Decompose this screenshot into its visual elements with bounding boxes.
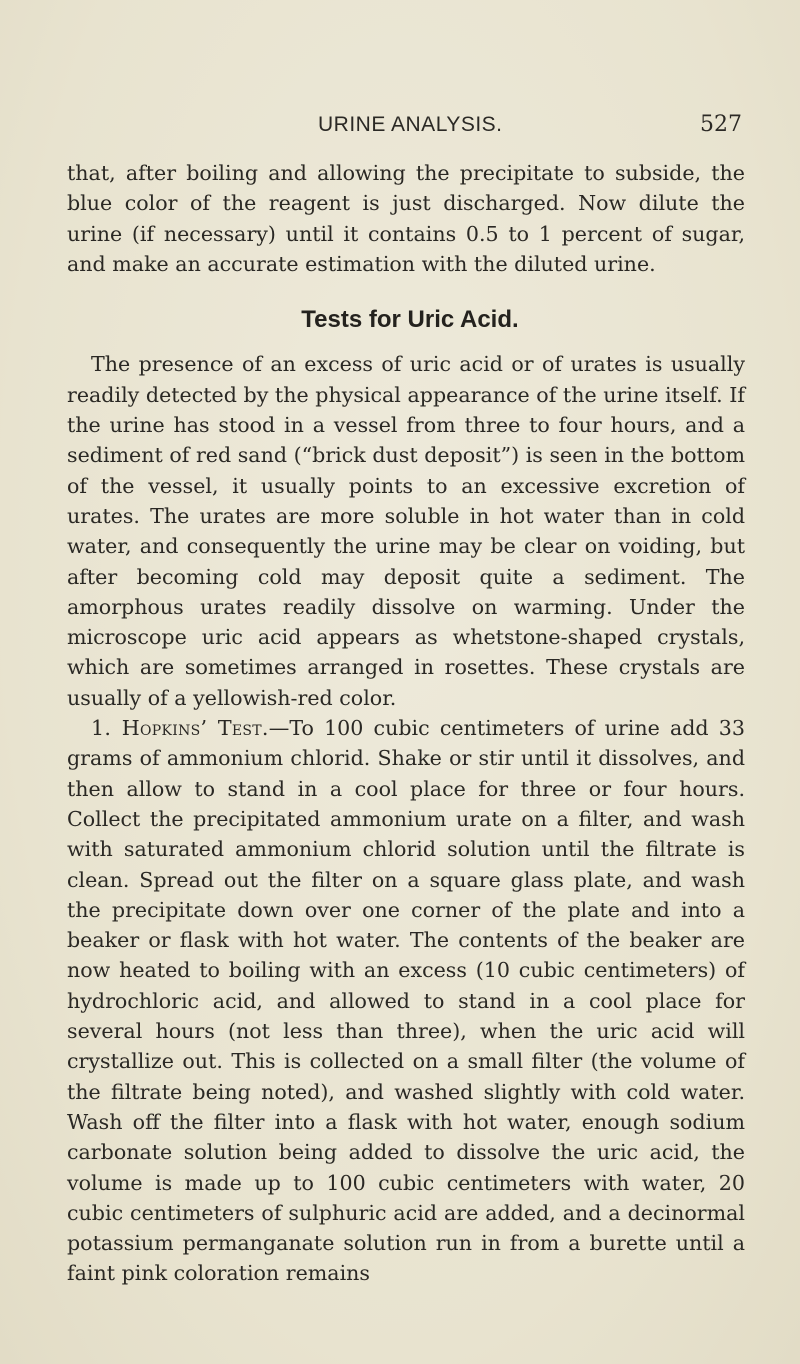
- running-title: URINE ANALYSIS.: [318, 113, 503, 136]
- running-head: [0, 113, 800, 143]
- paragraph-hopkins-test: [67, 713, 745, 1289]
- paragraph-continuation: that, after boiling and allowing the precipitate to subside, the blue color of the reagent is just discharged. Now dilute the urine (if necessary) until it contains 0.5 to 1 percent of sugar, and make an accurate estimation with the diluted urine.: [67, 161, 745, 276]
- page-number: 527: [700, 112, 742, 137]
- paragraph-uric-acid-intro: The presence of an excess of uric acid or of urates is usually readily detected by the physical appearance of the urine itself. If the urine has stood in a vessel from three to four hours, and a sediment of red sand (“brick dust deposit”) is seen in the bottom of the vessel, it usually points to an excessive excretion of urates. The urates are more soluble in hot water than in cold water, and consequently the urine may be clear on voiding, but after becoming cold may deposit quite a sediment. The amorphous urates readily dissolve on warming. Under the microscope uric acid appears as whetstone-shaped crystals, which are sometimes arranged in rosettes. These crystals are usually of a yellowish-red color.: [67, 352, 745, 710]
- hopkins-test-label: 1. Hopkins’ Test.: [91, 716, 269, 741]
- section-heading: Tests for Uric Acid.: [301, 306, 519, 334]
- hopkins-test-text: —To 100 cubic centimeters of urine add 33 grams of ammonium chlorid. Shake or stir until it dissolves, and then allow to stand in a cool place for three or four hours. Collect the precipitated ammonium urate on a filter, and wash with saturated ammonium chlorid solution until the filtrate is clean. Spread out the filter on a square glass plate, and wash the precipitate down over one corner of the plate and into a beaker or flask with hot water. The contents of the beaker are now heated to boiling with an excess (10 cubic centimeters) of hydrochloric acid, and allowed to stand in a cool place for several hours (not less than three), when the uric acid will crystallize out. This is collected on a small filter (the volume of the filtrate being noted), and washed slightly with cold water. Wash off the filter into a flask with hot water, enough sodium carbonate solution being added to dissolve the uric acid, the volume is made up to 100 cubic centimeters with water, 20 cubic centimeters of sulphuric acid are added, and a decinormal potassium permanganate solution run in from a burette until a faint pink coloration remains: [67, 716, 745, 1286]
- body-text: [67, 158, 745, 1289]
